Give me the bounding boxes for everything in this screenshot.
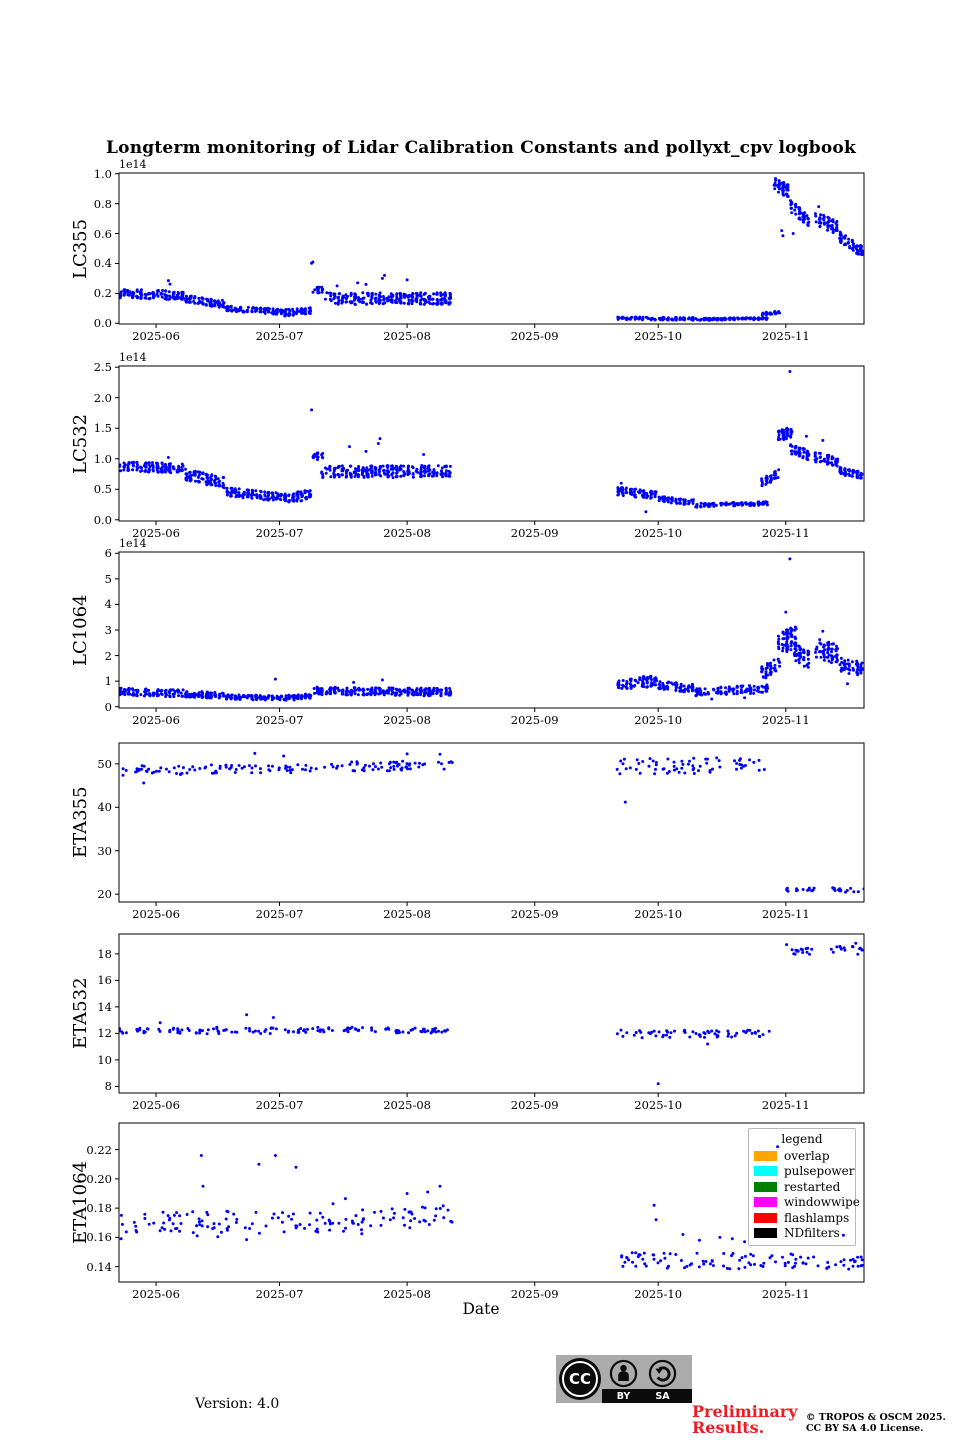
axis-offset-text: 1e14 — [119, 351, 147, 364]
y-tick-label: 3 — [104, 623, 112, 637]
y-tick-label: 4 — [104, 597, 112, 612]
y-axis-label: ETA1064 — [70, 1161, 91, 1244]
x-tick-label: 2025-09 — [510, 907, 559, 921]
x-tick-label: 2025-09 — [510, 1098, 559, 1112]
cc-sa-label: SA — [655, 1391, 670, 1402]
plot-frame — [119, 173, 864, 324]
x-tick-label: 2025-06 — [132, 907, 180, 921]
y-tick-label: 40 — [97, 800, 112, 815]
scatter-plot-eta355 — [111, 737, 872, 912]
y-tick-label: 12 — [97, 1026, 112, 1041]
axis-offset-text: 1e14 — [119, 158, 147, 171]
legend-label: restarted — [784, 1179, 841, 1194]
copyright-note: © TROPOS & OSCM 2025. CC BY SA 4.0 License. — [806, 1412, 946, 1434]
y-tick-label: 0.5 — [93, 482, 112, 497]
plot-frame — [119, 1123, 864, 1282]
y-tick-label: 0.0 — [93, 512, 112, 527]
legend-label: NDfilters — [784, 1226, 840, 1241]
x-tick-label: 2025-06 — [132, 1098, 180, 1112]
scatter-plot-lc355 — [111, 167, 872, 334]
y-tick-label: 0.4 — [93, 256, 112, 271]
legend-label: flashlamps — [784, 1210, 850, 1225]
cc-by-person-icon — [609, 1359, 638, 1388]
x-tick-label: 2025-09 — [510, 713, 559, 727]
scatter-plot-eta1064 — [111, 1117, 872, 1292]
y-tick-label: 16 — [97, 973, 112, 988]
y-tick-label: 2.5 — [93, 360, 112, 375]
x-tick-label: 2025-11 — [761, 713, 810, 727]
x-tick-label: 2025-10 — [634, 907, 683, 921]
y-tick-label: 5 — [104, 571, 112, 586]
y-tick-label: 2.0 — [93, 390, 112, 405]
x-tick-label: 2025-08 — [383, 526, 431, 540]
plot-frame — [119, 552, 864, 708]
x-tick-label: 2025-07 — [255, 713, 304, 727]
scatter-plot-lc1064 — [111, 546, 872, 718]
y-tick-label: 0.20 — [86, 1171, 112, 1186]
y-tick-label: 14 — [97, 999, 112, 1014]
cc-logo-icon: CC — [559, 1358, 601, 1400]
y-tick-label: 0 — [104, 699, 112, 714]
y-axis-label: LC532 — [70, 413, 91, 474]
x-tick-label: 2025-08 — [383, 907, 431, 921]
y-tick-label: 18 — [97, 946, 112, 961]
x-tick-label: 2025-06 — [132, 526, 180, 540]
y-axis-label: LC1064 — [70, 594, 91, 666]
x-tick-label: 2025-10 — [634, 1287, 683, 1301]
x-tick-label: 2025-11 — [761, 329, 810, 343]
y-tick-label: 1.0 — [93, 451, 112, 466]
y-tick-label: 1.5 — [93, 421, 112, 436]
x-tick-label: 2025-10 — [634, 1098, 683, 1112]
x-tick-label: 2025-08 — [383, 713, 431, 727]
y-tick-label: 10 — [97, 1052, 112, 1067]
legend-title: legend — [781, 1132, 823, 1146]
axis-offset-text: 1e14 — [119, 537, 147, 550]
plot-frame — [119, 366, 864, 521]
y-axis-label: ETA355 — [70, 786, 91, 859]
x-tick-label: 2025-11 — [761, 526, 810, 540]
scatter-plot-eta532 — [111, 928, 872, 1103]
x-tick-label: 2025-08 — [383, 329, 431, 343]
x-tick-label: 2025-08 — [383, 1287, 431, 1301]
x-tick-label: 2025-07 — [255, 907, 304, 921]
legend-label: windowwipe — [784, 1195, 860, 1210]
y-tick-label: 0.8 — [93, 196, 112, 211]
y-tick-label: 50 — [97, 756, 112, 771]
y-tick-label: 0.0 — [93, 316, 112, 331]
legend-label: pulsepower — [784, 1164, 855, 1179]
scatter-plot-lc532 — [111, 360, 872, 531]
preliminary-note: Preliminary Results. — [692, 1402, 798, 1437]
y-tick-label: 2 — [104, 648, 112, 663]
y-tick-label: 0.16 — [86, 1230, 112, 1245]
x-tick-label: 2025-11 — [761, 1287, 810, 1301]
version-text: Version: 4.0 — [195, 1396, 280, 1412]
y-tick-label: 0.2 — [93, 286, 112, 301]
x-tick-label: 2025-09 — [510, 329, 559, 343]
y-tick-label: 30 — [97, 843, 112, 858]
x-tick-label: 2025-07 — [255, 1287, 304, 1301]
x-tick-label: 2025-07 — [255, 526, 304, 540]
x-tick-label: 2025-07 — [255, 1098, 304, 1112]
x-tick-label: 2025-08 — [383, 1098, 431, 1112]
y-tick-label: 8 — [104, 1079, 112, 1094]
cc-badge — [556, 1355, 692, 1403]
y-tick-label: 1 — [104, 674, 112, 689]
y-tick-label: 1.0 — [93, 166, 112, 181]
y-tick-label: 0.6 — [93, 226, 112, 241]
x-axis-label: Date — [462, 1300, 500, 1318]
y-tick-label: 0.18 — [86, 1201, 112, 1216]
x-tick-label: 2025-06 — [132, 329, 180, 343]
x-tick-label: 2025-10 — [634, 526, 683, 540]
y-tick-label: 20 — [97, 887, 112, 902]
x-tick-label: 2025-06 — [132, 1287, 180, 1301]
y-tick-label: 0.22 — [86, 1142, 112, 1157]
plot-frame — [119, 934, 864, 1093]
x-tick-label: 2025-07 — [255, 329, 304, 343]
y-axis-label: ETA532 — [70, 977, 91, 1050]
y-tick-label: 0.14 — [86, 1259, 112, 1274]
y-axis-label: LC355 — [70, 218, 91, 279]
x-tick-label: 2025-06 — [132, 713, 180, 727]
cc-by-label: BY — [616, 1391, 631, 1402]
x-tick-label: 2025-11 — [761, 1098, 810, 1112]
figure-title: Longterm monitoring of Lidar Calibration Constants and pollyxt_cpv logbook — [106, 138, 856, 158]
x-tick-label: 2025-09 — [510, 526, 559, 540]
legend-label: overlap — [784, 1148, 830, 1163]
x-tick-label: 2025-11 — [761, 907, 810, 921]
x-tick-label: 2025-10 — [634, 329, 683, 343]
x-tick-label: 2025-09 — [510, 1287, 559, 1301]
y-tick-label: 6 — [104, 546, 112, 561]
x-tick-label: 2025-10 — [634, 713, 683, 727]
cc-sa-sharealike-icon — [648, 1359, 677, 1388]
